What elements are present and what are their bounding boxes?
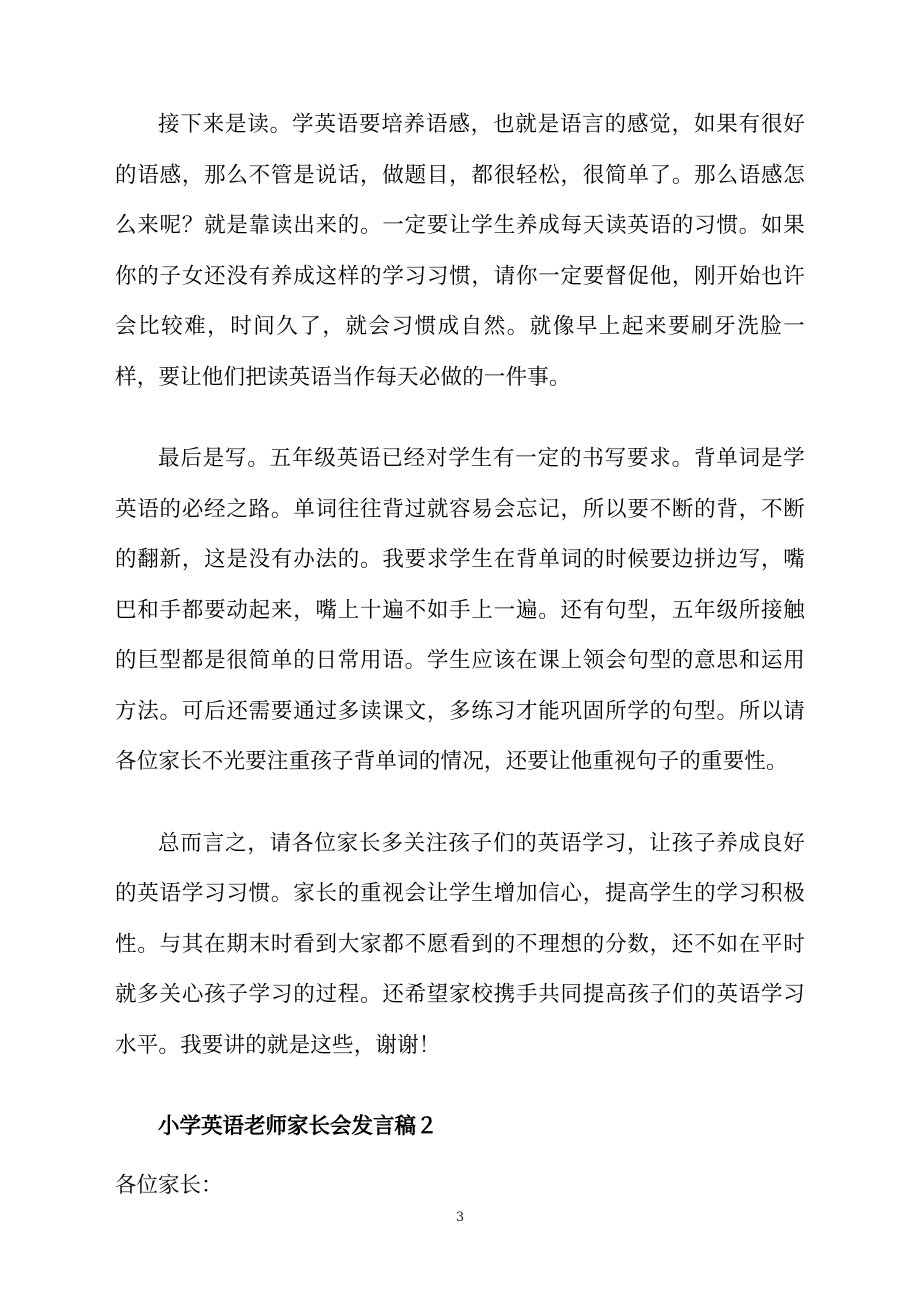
document-body bbox=[115, 100, 805, 1211]
salutation: 各位家长： bbox=[115, 1172, 223, 1198]
paragraph-reading: 接下来是读。学英语要培养语感，也就是语言的感觉，如果有很好的语感，那么不管是说话，做题目，都很轻松，很简单了。那么语感怎么来呢？就是靠读出来的。一定要让学生养成每天读英语的习惯。如果你的子女还没有养成这样的学习习惯，请你一定要督促他，刚开始也许会比较难，时间久了，就会习惯成自然。就像早上起来要刷牙洗脸一样，要让他们把读英语当作每天必做的一件事。 bbox=[115, 112, 805, 390]
section-heading: 小学英语老师家长会发言稿２ bbox=[158, 1114, 438, 1139]
page-number: 3 bbox=[455, 1210, 465, 1225]
paragraph-conclusion: 总而言之，请各位家长多关注孩子们的英语学习，让孩子养成良好的英语学习习惯。家长的重视会让学生增加信心，提高学生的学习积极性。与其在期末时看到大家都不愿看到的不理想的分数，还不如在平时就多关心孩子学习的过程。还希望家校携手共同提高孩子们的英语学习水平。我要讲的就是这些，谢谢！ bbox=[115, 830, 805, 1058]
paragraph-writing: 最后是写。五年级英语已经对学生有一定的书写要求。背单词是学英语的必经之路。单词往往背过就容易会忘记，所以要不断的背，不断的翻新，这是没有办法的。我要求学生在背单词的时候要边拼边写，嘴巴和手都要动起来，嘴上十遍不如手上一遍。还有句型，五年级所接触的巨型都是很简单的日常用语。学生应该在课上领会句型的意思和运用方法。可后还需要通过多读课文，多练习才能巩固所学的句型。所以请各位家长不光要注重孩子背单词的情况，还要让他重视句子的重要性。 bbox=[115, 446, 805, 774]
